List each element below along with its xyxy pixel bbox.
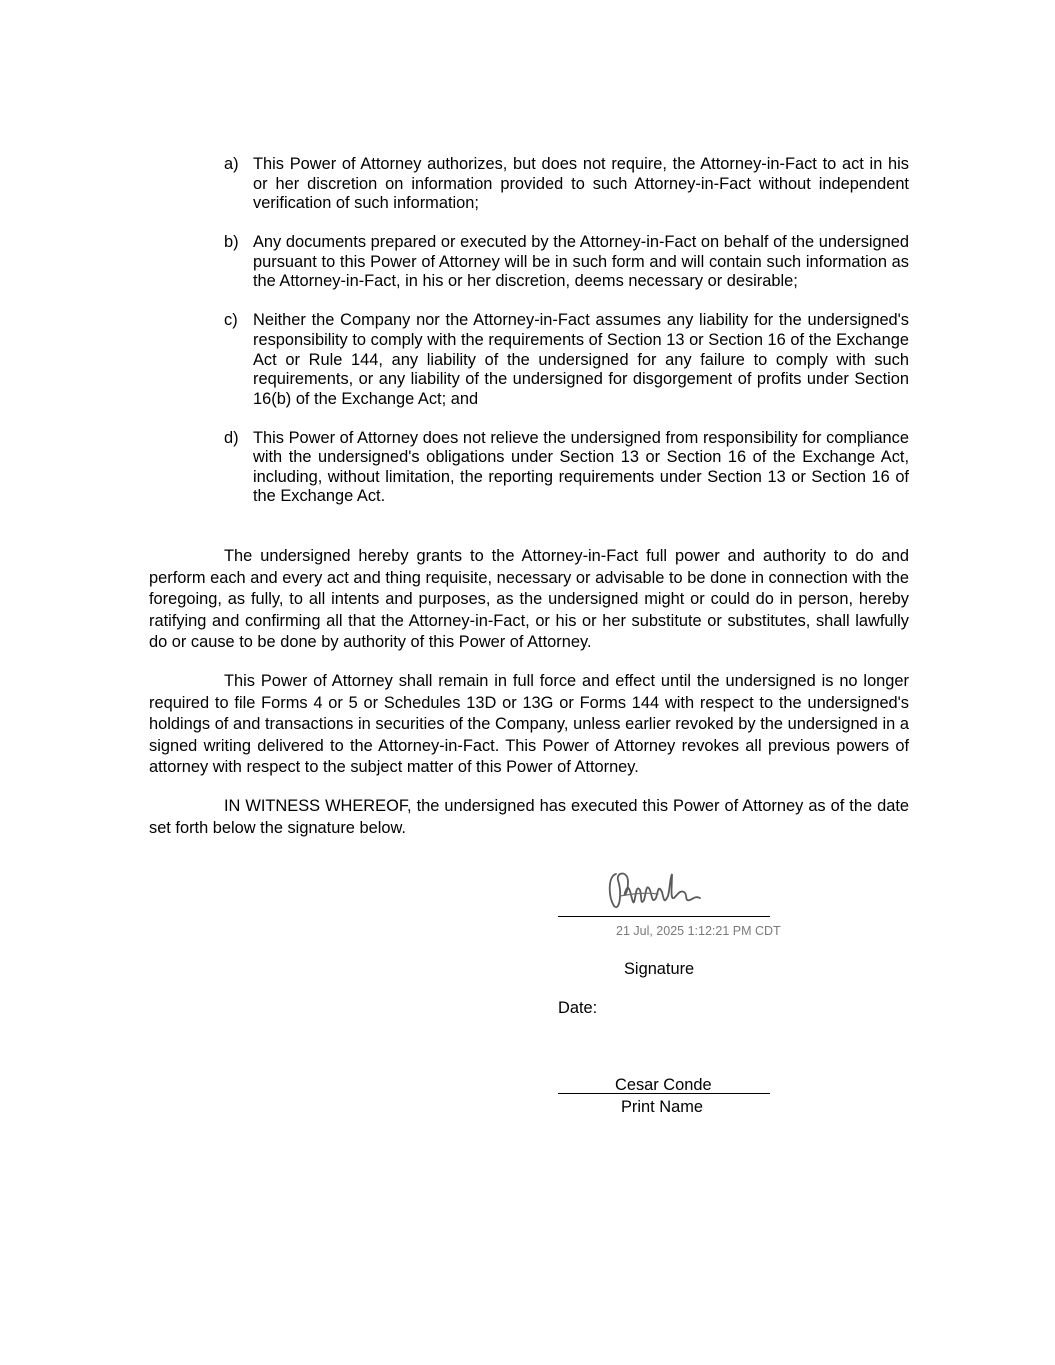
- witness-paragraph: IN WITNESS WHEREOF, the undersigned has executed this Power of Attorney as of the date set forth below the signature below.: [149, 797, 909, 837]
- list-item-text: This Power of Attorney authorizes, but does not require, the Attorney-in-Fact to act in his or her discretion on information provided to such Attorney-in-Fact without independent verification of such information;: [253, 155, 909, 213]
- list-item-text: Any documents prepared or executed by the Attorney-in-Fact on behalf of the undersigned pursuant to this Power of Attorney will be in such form and will contain such information as the Attorney-in-Fact, in his or her discretion, deems necessary or desirable;: [253, 233, 909, 291]
- signature-label: Signature: [624, 960, 695, 978]
- list-item: [224, 311, 909, 409]
- list-marker: b): [224, 233, 239, 252]
- grant-paragraph: The undersigned hereby grants to the Attorney-in-Fact full power and authority to do and perform each and every act and thing requisite, necessary or advisable to be done in connection with the foregoing, as fully, to all intents and purposes, as the undersigned might or could do in person, hereby ratifying and confirming all that the Attorney-in-Fact, or his or her substitute or substitutes, shall lawfully do or cause to be done by authority of this Power of Attorney.: [149, 547, 909, 652]
- handwritten-signature: [606, 866, 706, 914]
- list-item-text: This Power of Attorney does not relieve the undersigned from responsibility for compliance with the undersigned's obligations under Section 13 or Section 16 of the Exchange Act, including, without limitation, the reporting requirements under Section 13 or Section 16 of the Exchange Act.: [253, 428, 909, 506]
- print-name-label: Print Name: [621, 1098, 703, 1116]
- list-item: [224, 233, 909, 292]
- list-item: [224, 155, 909, 214]
- terms-list: [224, 155, 909, 526]
- name-line: [558, 1093, 770, 1094]
- list-marker: c): [224, 311, 238, 330]
- list-marker: a): [224, 155, 239, 173]
- date-label: Date:: [558, 999, 598, 1017]
- signature-line: [558, 916, 770, 917]
- duration-paragraph: This Power of Attorney shall remain in full force and effect until the undersigned is no longer required to file Forms 4 or 5 or Schedules 13D or 13G or Forms 144 with respect to the undersigned's holdings of and transactions in securities of the Company, unless earlier revoked by the undersigned in a signed writing delivered to the Attorney-in-Fact. This Power of Attorney revokes all previous powers of attorney with respect to the subject matter of this Power of Attorney.: [149, 672, 909, 777]
- signer-name: Cesar Conde: [615, 1076, 712, 1094]
- list-item-text: Neither the Company nor the Attorney-in-Fact assumes any liability for the undersigned's responsibility to comply with the requirements of Section 13 or Section 16 of the Exchange Act or Rule 144, any liability of the undersigned for any failure to comply with such requirements, or any liability of the undersigned for disgorgement of profits under Section 16(b) of the Exchange Act; and: [253, 311, 909, 408]
- list-marker: d): [224, 428, 239, 447]
- signature-timestamp: 21 Jul, 2025 1:12:21 PM CDT: [616, 924, 781, 938]
- list-item: [224, 429, 909, 507]
